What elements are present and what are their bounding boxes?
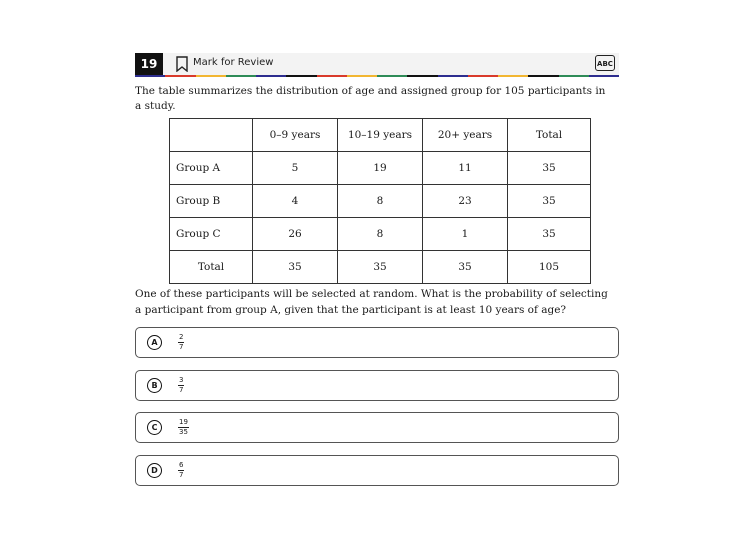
- row-label: Total: [170, 251, 253, 284]
- choice-letter-icon: A: [147, 335, 162, 350]
- table-cell: 8: [338, 218, 423, 251]
- stripe-segment: [196, 75, 226, 77]
- table-cell: 35: [423, 251, 508, 284]
- stripe-segment: [468, 75, 498, 77]
- choice-fraction: [178, 376, 184, 395]
- fraction-denominator: 35: [179, 428, 188, 436]
- question-text: One of these participants will be selected at random. What is the probability of selecting a participant from group A, given that the participant is at least 10 years of age?: [135, 288, 608, 316]
- table-cell: 26: [253, 218, 338, 251]
- stripe-segment: [286, 75, 316, 77]
- stripe-segment: [165, 75, 195, 77]
- color-stripe: [135, 75, 619, 77]
- table-cell: 35: [508, 218, 591, 251]
- stripe-segment: [256, 75, 286, 77]
- stripe-segment: [317, 75, 347, 77]
- fraction-numerator: 6: [179, 461, 184, 469]
- mark-for-review-label[interactable]: Mark for Review: [193, 57, 274, 68]
- fraction-numerator: 3: [179, 376, 184, 384]
- table-cell: 11: [423, 152, 508, 185]
- fraction-denominator: 7: [179, 471, 184, 479]
- stripe-segment: [407, 75, 437, 77]
- row-label: Group C: [170, 218, 253, 251]
- stripe-segment: [438, 75, 468, 77]
- row-label: Group B: [170, 185, 253, 218]
- answer-choice-a[interactable]: [135, 327, 619, 358]
- table-header: 0–9 years: [253, 119, 338, 152]
- fraction-denominator: 7: [179, 386, 184, 394]
- table-header-row: [170, 119, 591, 152]
- table-cell: 35: [508, 152, 591, 185]
- stripe-segment: [226, 75, 256, 77]
- question-header: [135, 53, 619, 75]
- table-cell: 8: [338, 185, 423, 218]
- table-header: 20+ years: [423, 119, 508, 152]
- table-header: 10–19 years: [338, 119, 423, 152]
- stripe-segment: [559, 75, 589, 77]
- table-row: [170, 251, 591, 284]
- choice-letter-icon: C: [147, 420, 162, 435]
- choice-letter-icon: B: [147, 378, 162, 393]
- table-row: [170, 152, 591, 185]
- table-cell: 19: [338, 152, 423, 185]
- table-cell: 23: [423, 185, 508, 218]
- stripe-segment: [347, 75, 377, 77]
- table-cell: 1: [423, 218, 508, 251]
- answer-choice-b[interactable]: [135, 370, 619, 401]
- fraction-numerator: 19: [179, 418, 188, 426]
- data-table: [169, 118, 591, 284]
- answer-choice-c[interactable]: [135, 412, 619, 443]
- stripe-segment: [528, 75, 558, 77]
- choice-fraction: [178, 461, 184, 480]
- choice-fraction: [178, 333, 184, 352]
- table-cell: 5: [253, 152, 338, 185]
- table-cell: 4: [253, 185, 338, 218]
- intro-text: The table summarizes the distribution of age and assigned group for 105 participants in a study.: [135, 85, 606, 112]
- abc-tool-button[interactable]: ABC: [595, 55, 615, 71]
- choice-letter-icon: D: [147, 463, 162, 478]
- table-cell: 105: [508, 251, 591, 284]
- table-cell: 35: [508, 185, 591, 218]
- table-header-blank: [170, 119, 253, 152]
- table-cell: 35: [253, 251, 338, 284]
- table-header: Total: [508, 119, 591, 152]
- table-row: [170, 218, 591, 251]
- stripe-segment: [589, 75, 619, 77]
- question-number: 19: [135, 53, 163, 75]
- table-cell: 35: [338, 251, 423, 284]
- stripe-segment: [377, 75, 407, 77]
- fraction-numerator: 2: [179, 333, 184, 341]
- stripe-segment: [498, 75, 528, 77]
- answer-choice-d[interactable]: [135, 455, 619, 486]
- table-row: [170, 185, 591, 218]
- stripe-segment: [135, 75, 165, 77]
- choice-fraction: [178, 418, 189, 437]
- bookmark-icon[interactable]: [175, 56, 189, 72]
- row-label: Group A: [170, 152, 253, 185]
- fraction-denominator: 7: [179, 343, 184, 351]
